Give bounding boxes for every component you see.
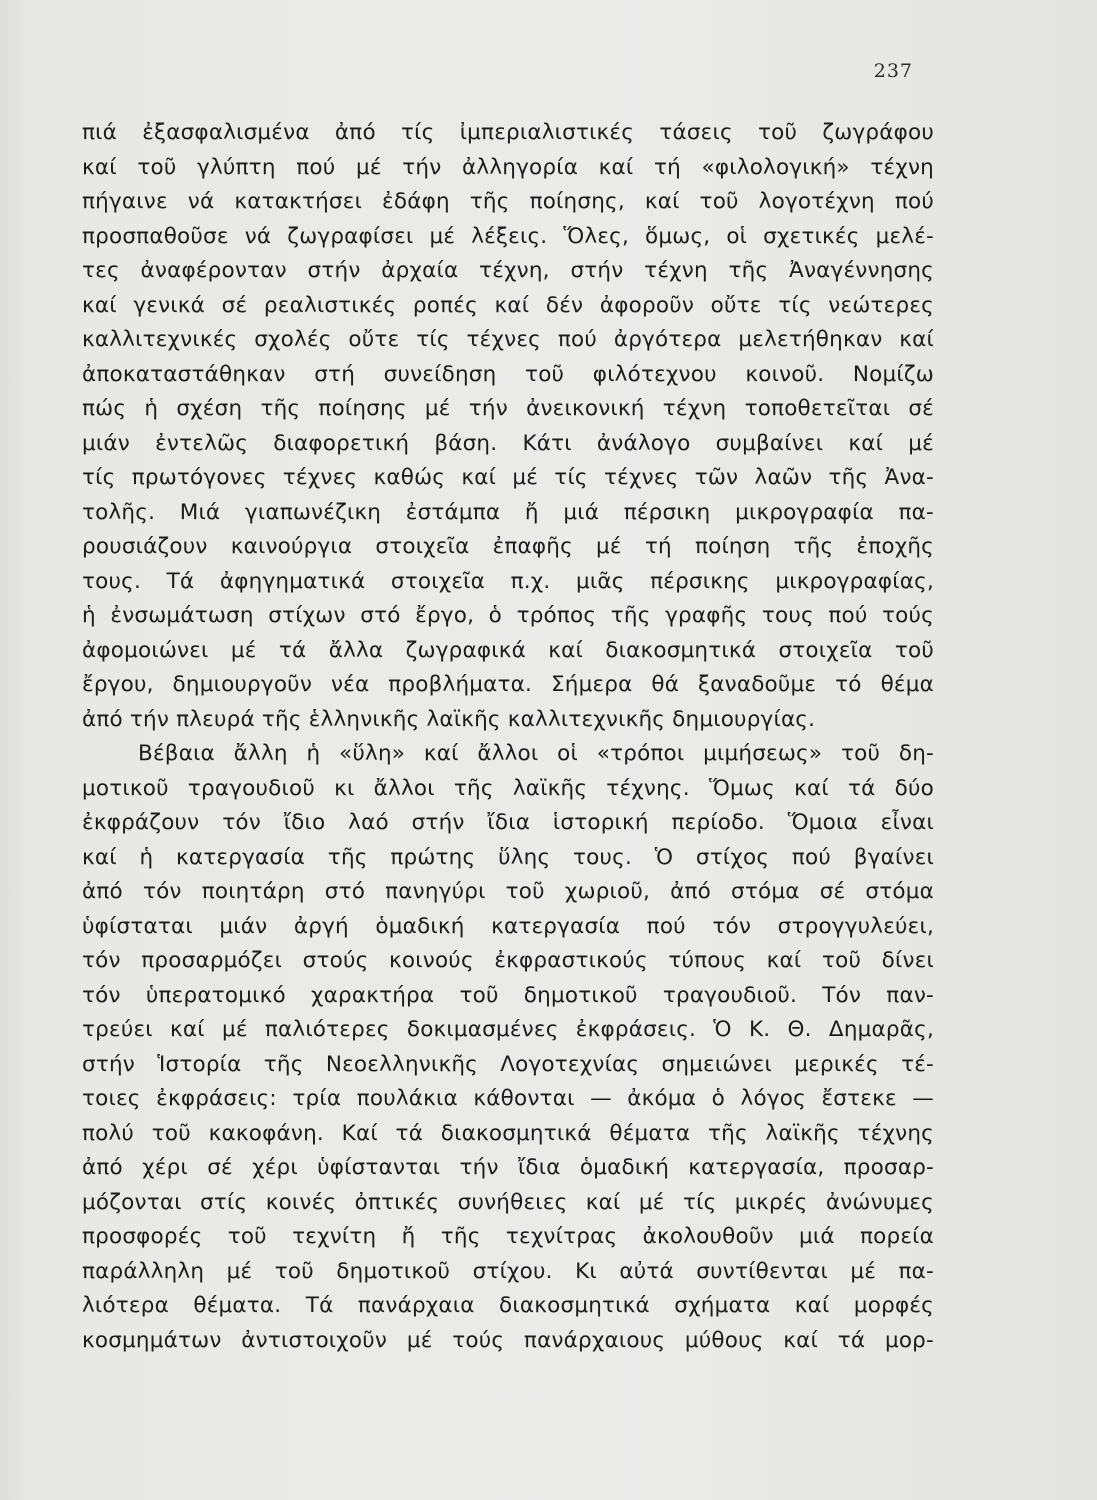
text-line: τόν προσαρμόζει στούς κοινούς ἐκφραστικούς τύπους καί τοῦ δίνει <box>82 948 934 973</box>
text-line: ἔργου, δημιουργοῦν νέα προβλήματα. Σήμερα θά ξαναδοῦμε τό θέμα <box>82 672 934 697</box>
text-line: Βέβαια ἄλλη ἡ «ὕλη» καί ἄλλοι οἱ «τρόποι μιμήσεως» τοῦ δη- <box>138 741 934 766</box>
text-line: καί γενικά σέ ρεαλιστικές ροπές καί δέν ἀφοροῦν οὔτε τίς νεώτερες <box>82 292 934 318</box>
text-line: ἀπό τόν ποιητάρη στό πανηγύρι τοῦ χωριοῦ, ἀπό στόμα σέ στόμα <box>82 879 934 904</box>
text-line: καί ἡ κατεργασία τῆς πρώτης ὕλης τους. Ὁ στίχος πού βγαίνει <box>82 844 934 870</box>
text-line: τρεύει καί μέ παλιότερες δοκιμασμένες ἐκφράσεις. Ὁ Κ. Θ. Δημαρᾶς, <box>82 1017 934 1042</box>
text-line: μιάν ἐντελῶς διαφορετική βάση. Κάτι ἀνάλογο συμβαίνει καί μέ <box>82 430 934 456</box>
text-line: ρουσιάζουν καινούργια στοιχεῖα ἐπαφῆς μέ τή ποίηση τῆς ἐποχῆς <box>82 534 934 559</box>
paragraph-2 <box>82 737 934 1358</box>
paragraph-1 <box>82 116 934 737</box>
text-line: τολῆς. Μιά γιαπωνέζικη ἐστάμπα ἤ μιά πέρσικη μικρογραφία πα- <box>82 499 934 525</box>
text-line: παράλληλη μέ τοῦ δημοτικοῦ στίχου. Κι αὐτά συντίθενται μέ πα- <box>82 1258 934 1284</box>
text-line: ὑφίσταται μιάν ἀργή ὁμαδική κατεργασία πού τόν στρογγυλεύει, <box>82 913 934 939</box>
text-line: στήν Ἱστορία τῆς Νεοελληνικῆς Λογοτεχνίας σημειώνει μερικές τέ- <box>82 1051 934 1077</box>
text-line: τόν ὑπερατομικό χαρακτήρα τοῦ δημοτικοῦ τραγουδιοῦ. Τόν παν- <box>82 982 934 1008</box>
text-line: πιά ἐξασφαλισμένα ἀπό τίς ἰμπεριαλιστικές τάσεις τοῦ ζωγράφου <box>82 120 934 145</box>
page-number: 237 <box>873 60 913 82</box>
text-line: ἀπό χέρι σέ χέρι ὑφίστανται τήν ἴδια ὁμαδική κατεργασία, προσαρ- <box>82 1155 934 1180</box>
text-line: ἀφομοιώνει μέ τά ἄλλα ζωγραφικά καί διακοσμητικά στοιχεῖα τοῦ <box>82 637 934 663</box>
text-line: ἀποκαταστάθηκαν στή συνείδηση τοῦ φιλότεχνου κοινοῦ. Νομίζω <box>82 361 934 387</box>
text-line: μοτικοῦ τραγουδιοῦ κι ἄλλοι τῆς λαϊκῆς τέχνης. Ὅμως καί τά δύο <box>82 775 934 801</box>
text-line: ἐκφράζουν τόν ἴδιο λαό στήν ἴδια ἱστορική περίοδο. Ὅμοια εἶναι <box>82 810 934 835</box>
text-line: κοσμημάτων ἀντιστοιχοῦν μέ τούς πανάρχαιους μύθους καί τά μορ- <box>82 1327 934 1353</box>
text-line: πήγαινε νά κατακτήσει ἐδάφη τῆς ποίησης, καί τοῦ λογοτέχνη πού <box>82 189 934 214</box>
text-line: λιότερα θέματα. Τά πανάρχαια διακοσμητικά σχήματα καί μορφές <box>82 1293 934 1318</box>
text-line: προσφορές τοῦ τεχνίτη ἤ τῆς τεχνίτρας ἀκολουθοῦν μιά πορεία <box>82 1224 934 1249</box>
text-line: τες ἀναφέρονταν στήν ἀρχαία τέχνη, στήν τέχνη τῆς Ἀναγέννησης <box>82 258 934 283</box>
text-line: τους. Τά ἀφηγηματικά στοιχεῖα π.χ. μιᾶς πέρσικης μικρογραφίας, <box>82 568 934 594</box>
text-line: τίς πρωτόγονες τέχνες καθώς καί μέ τίς τέχνες τῶν λαῶν τῆς Ἀνα- <box>82 465 934 490</box>
text-line: καί τοῦ γλύπτη πού μέ τήν ἀλληγορία καί τή «φιλολογική» τέχνη <box>82 154 934 180</box>
text-line: πώς ἡ σχέση τῆς ποίησης μέ τήν ἀνεικονική τέχνη τοποθετεῖται σέ <box>82 396 934 421</box>
text-line: μόζονται στίς κοινές ὀπτικές συνήθειες καί μέ τίς μικρές ἀνώνυμες <box>82 1189 934 1215</box>
text-line: τοιες ἐκφράσεις: τρία πουλάκια κάθονται — ἀκόμα ὁ λόγος ἔστεκε — <box>82 1086 934 1111</box>
text-line: ἡ ἐνσωμάτωση στίχων στό ἔργο, ὁ τρόπος τῆς γραφῆς τους πού τούς <box>82 603 934 628</box>
text-line: πολύ τοῦ κακοφάνη. Καί τά διακοσμητικά θέματα τῆς λαϊκῆς τέχνης <box>82 1120 934 1146</box>
text-line: καλλιτεχνικές σχολές οὔτε τίς τέχνες πού ἀργότερα μελετήθηκαν καί <box>82 327 934 352</box>
text-line: προσπαθοῦσε νά ζωγραφίσει μέ λέξεις. Ὅλες, ὅμως, οἱ σχετικές μελέ- <box>82 223 934 249</box>
body-text <box>82 116 934 1358</box>
text-line: ἀπό τήν πλευρά τῆς ἑλληνικῆς λαϊκῆς καλλιτεχνικῆς δημιουργίας. <box>82 706 816 732</box>
